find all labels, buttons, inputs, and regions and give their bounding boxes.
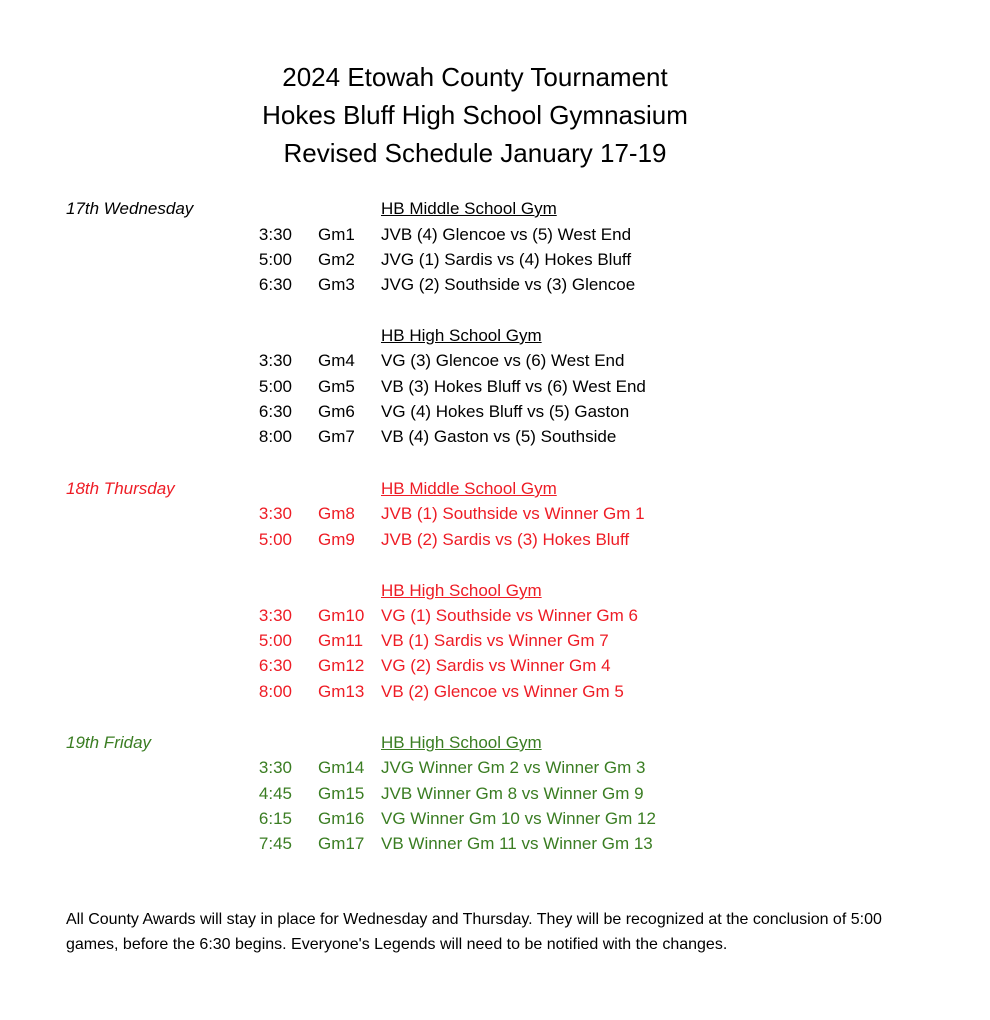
venue-heading: HB Middle School Gym xyxy=(381,479,557,498)
game-time: 6:30 xyxy=(258,402,292,421)
game-number: Gm1 xyxy=(318,225,355,244)
title-line-1: 2024 Etowah County Tournament xyxy=(282,62,668,92)
game-matchup: JVB (2) Sardis vs (3) Hokes Bluff xyxy=(381,530,630,549)
document-title xyxy=(0,58,950,172)
game-number: Gm14 xyxy=(318,758,365,777)
game-time: 3:30 xyxy=(258,504,292,523)
game-matchup: VB Winner Gm 11 vs Winner Gm 13 xyxy=(381,834,653,853)
game-time: 3:30 xyxy=(258,225,292,244)
game-number: Gm11 xyxy=(318,631,364,650)
game-matchup: JVG Winner Gm 2 vs Winner Gm 3 xyxy=(381,758,646,777)
game-time: 5:00 xyxy=(258,377,292,396)
game-matchup: JVB (4) Glencoe vs (5) West End xyxy=(381,225,632,244)
game-time: 5:00 xyxy=(258,530,292,549)
game-time: 4:45 xyxy=(258,784,292,803)
game-number: Gm2 xyxy=(318,250,355,269)
title-line-3: Revised Schedule January 17-19 xyxy=(283,138,667,168)
game-time: 8:00 xyxy=(258,682,292,701)
game-number: Gm8 xyxy=(318,504,355,523)
game-time: 5:00 xyxy=(258,631,292,650)
day-label-friday: 19th Friday xyxy=(66,733,152,752)
game-matchup: JVG (1) Sardis vs (4) Hokes Bluff xyxy=(381,250,632,269)
game-number: Gm9 xyxy=(318,530,355,549)
game-matchup: VG (3) Glencoe vs (6) West End xyxy=(381,351,625,370)
game-time: 6:30 xyxy=(258,275,292,294)
game-matchup: VG (1) Southside vs Winner Gm 6 xyxy=(381,606,638,625)
game-matchup: VB (1) Sardis vs Winner Gm 7 xyxy=(381,631,609,650)
game-number: Gm17 xyxy=(318,834,365,853)
game-matchup: VB (3) Hokes Bluff vs (6) West End xyxy=(381,377,646,396)
game-number: Gm4 xyxy=(318,351,355,370)
game-time: 3:30 xyxy=(258,351,292,370)
venue-heading: HB Middle School Gym xyxy=(381,199,557,218)
game-time: 3:30 xyxy=(258,758,292,777)
game-number: Gm5 xyxy=(318,377,355,396)
game-matchup: VB (4) Gaston vs (5) Southside xyxy=(381,427,617,446)
game-number: Gm3 xyxy=(318,275,355,294)
game-matchup: VG (2) Sardis vs Winner Gm 4 xyxy=(381,656,611,675)
game-matchup: VG (4) Hokes Bluff vs (5) Gaston xyxy=(381,402,630,421)
game-time: 6:30 xyxy=(258,656,292,675)
venue-heading: HB High School Gym xyxy=(381,733,542,752)
game-time: 3:30 xyxy=(258,606,292,625)
game-time: 7:45 xyxy=(258,834,292,853)
game-number: Gm13 xyxy=(318,682,365,701)
game-time: 6:15 xyxy=(258,809,292,828)
game-number: Gm6 xyxy=(318,402,355,421)
game-matchup: JVG (2) Southside vs (3) Glencoe xyxy=(381,275,636,294)
game-matchup: VB (2) Glencoe vs Winner Gm 5 xyxy=(381,682,624,701)
game-matchup: JVB Winner Gm 8 vs Winner Gm 9 xyxy=(381,784,644,803)
day-label-thursday: 18th Thursday xyxy=(66,479,175,498)
game-time: 5:00 xyxy=(258,250,292,269)
game-number: Gm10 xyxy=(318,606,365,625)
game-number: Gm12 xyxy=(318,656,365,675)
game-time: 8:00 xyxy=(258,427,292,446)
awards-note: All County Awards will stay in place for Wednesday and Thursday. They will be recognized at the conclusion of 5:00 games, before the 6:30 begins. Everyone's Legends will need to be notified with the changes. xyxy=(66,911,882,953)
game-number: Gm15 xyxy=(318,784,365,803)
venue-heading: HB High School Gym xyxy=(381,326,542,345)
venue-heading: HB High School Gym xyxy=(381,581,542,600)
game-number: Gm7 xyxy=(318,427,355,446)
title-line-2: Hokes Bluff High School Gymnasium xyxy=(262,100,688,130)
day-label-wednesday: 17th Wednesday xyxy=(66,199,194,218)
game-number: Gm16 xyxy=(318,809,365,828)
game-matchup: JVB (1) Southside vs Winner Gm 1 xyxy=(381,504,645,523)
game-matchup: VG Winner Gm 10 vs Winner Gm 12 xyxy=(381,809,656,828)
